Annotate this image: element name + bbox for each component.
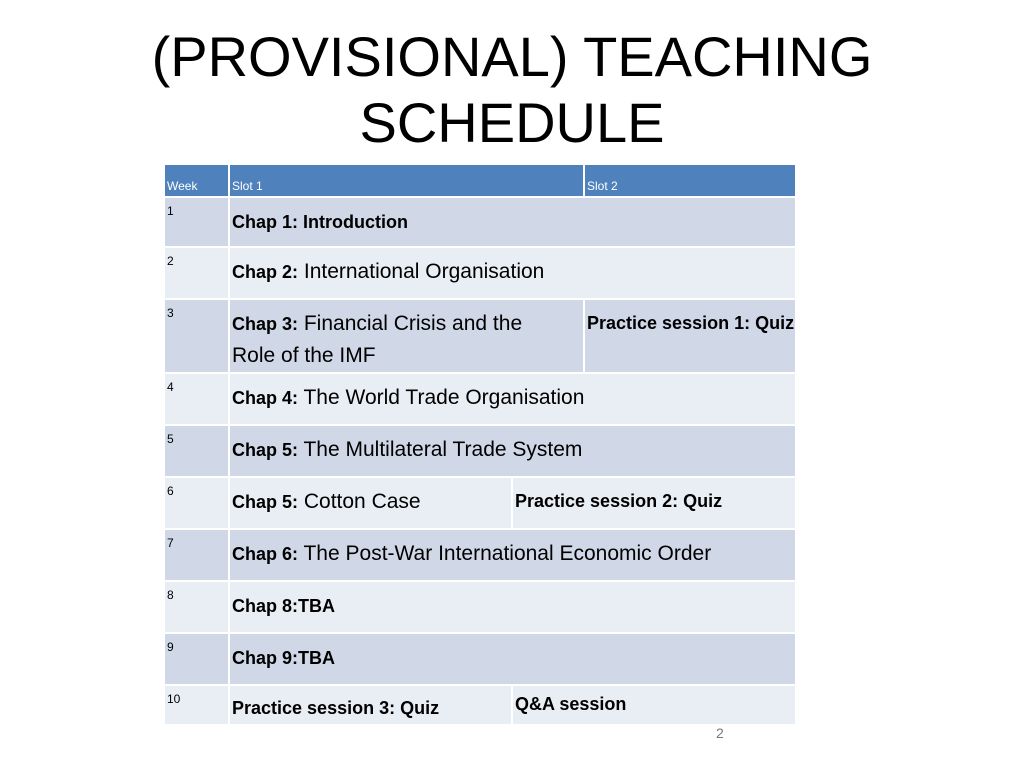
chap-label: Chap 5: xyxy=(232,440,299,460)
chap-label: Chap 1: Introduction xyxy=(232,212,408,232)
chap-topic: International Organisation xyxy=(303,260,545,283)
chap-label: Practice session 3: Quiz xyxy=(232,698,440,718)
slot-2-cell: Q&A session xyxy=(512,685,796,725)
chap-label: Chap 4: xyxy=(232,388,299,408)
chap-label: Chap 8:TBA xyxy=(232,596,335,616)
schedule-table xyxy=(163,163,797,726)
week-cell: 8 xyxy=(164,581,229,633)
table-row xyxy=(164,425,796,477)
title-line-1: (PROVISIONAL) TEACHING xyxy=(151,25,873,88)
slot-1-cell xyxy=(229,685,512,725)
header-slot-1: Slot 1 xyxy=(229,164,584,197)
chap-label: Chap 2: xyxy=(232,262,299,282)
slot-2-cell: Practice session 2: Quiz xyxy=(512,477,796,529)
week-cell: 10 xyxy=(164,685,229,725)
chap-topic: The Multilateral Trade System xyxy=(303,438,583,461)
table-row xyxy=(164,581,796,633)
week-cell: 9 xyxy=(164,633,229,685)
table-row xyxy=(164,685,796,725)
table-row xyxy=(164,529,796,581)
chap-label: Chap 3: xyxy=(232,314,299,334)
chap-label: Chap 6: xyxy=(232,544,299,564)
chap-topic: The World Trade Organisation xyxy=(303,386,585,409)
header-slot-2: Slot 2 xyxy=(584,164,796,197)
slide-title xyxy=(0,24,1024,156)
chap-topic: Cotton Case xyxy=(303,490,421,513)
page-number: 2 xyxy=(716,725,724,741)
week-cell: 7 xyxy=(164,529,229,581)
chap-topic: The Post-War International Economic Order xyxy=(303,542,712,565)
table-row xyxy=(164,247,796,299)
chap-label: Chap 9:TBA xyxy=(232,648,335,668)
slot-1-cell xyxy=(229,197,796,247)
week-cell: 6 xyxy=(164,477,229,529)
slot-1-cell xyxy=(229,529,796,581)
slot-1-cell xyxy=(229,477,512,529)
week-cell: 1 xyxy=(164,197,229,247)
week-cell: 4 xyxy=(164,373,229,425)
week-cell: 3 xyxy=(164,299,229,373)
slot-1-cell xyxy=(229,633,796,685)
slot-1-cell xyxy=(229,425,796,477)
table-row xyxy=(164,299,796,373)
slot-1-cell xyxy=(229,581,796,633)
week-cell: 5 xyxy=(164,425,229,477)
chap-label: Chap 5: xyxy=(232,492,299,512)
title-line-2: SCHEDULE xyxy=(359,91,665,154)
slot-1-cell xyxy=(229,299,584,373)
chap-topic: Financial Crisis and the Role of the IMF xyxy=(232,312,523,367)
slot-1-cell xyxy=(229,247,796,299)
table-header-row xyxy=(164,164,796,197)
week-cell: 2 xyxy=(164,247,229,299)
table-row xyxy=(164,373,796,425)
table-row xyxy=(164,633,796,685)
header-week: Week xyxy=(164,164,229,197)
table-row xyxy=(164,477,796,529)
table-row xyxy=(164,197,796,247)
slot-2-cell: Practice session 1: Quiz xyxy=(584,299,796,373)
slot-1-cell xyxy=(229,373,796,425)
